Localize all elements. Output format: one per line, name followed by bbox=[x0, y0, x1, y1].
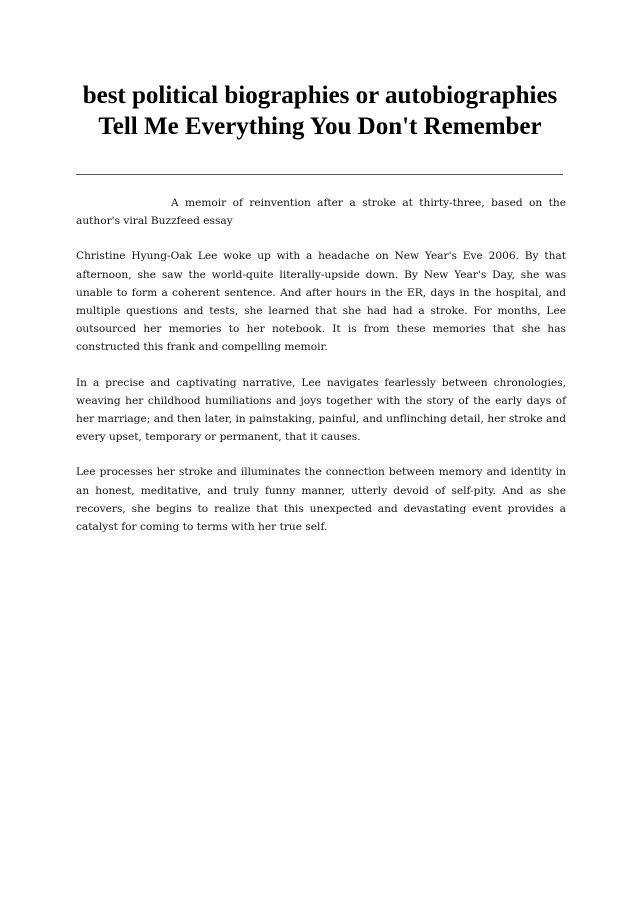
page-title: best political biographies or autobiographies Tell Me Everything You Don't Remember bbox=[82, 82, 558, 140]
tagline: A memoir of reinvention after a stroke at thirty-three, based on the author's viral Buzzfeed essay bbox=[76, 197, 566, 228]
title-divider bbox=[76, 174, 563, 175]
paragraph-3: Lee processes her stroke and illuminates the connection between memory and identity in an honest, meditative, and truly funny manner, utterly devoid of self-pity. And as she recovers, she begins to realize that this unexpected and devastating event provides a catalyst for coming to terms with her true self. bbox=[76, 466, 566, 534]
paragraph-1: Christine Hyung-Oak Lee woke up with a headache on New Year's Eve 2006. By that afternoon, she saw the world-quite literally-upside down. By New Year's Day, she was unable to form a coherent sentence. And after hours in the ER, days in the hospital, and multiple questions and tests, she learned that she had had a stroke. For months, Lee outsourced her memories to her notebook. It is from these memories that she has constructed this frank and compelling memoir. bbox=[76, 250, 566, 354]
document-body bbox=[76, 194, 566, 553]
paragraph-2: In a precise and captivating narrative, Lee navigates fearlessly between chronologies, weaving her childhood humiliations and joys together with the story of the early days of her marriage; and then later, in painstaking, painful, and unflinching detail, her stroke and every upset, temporary or permanent, that it causes. bbox=[76, 376, 566, 444]
